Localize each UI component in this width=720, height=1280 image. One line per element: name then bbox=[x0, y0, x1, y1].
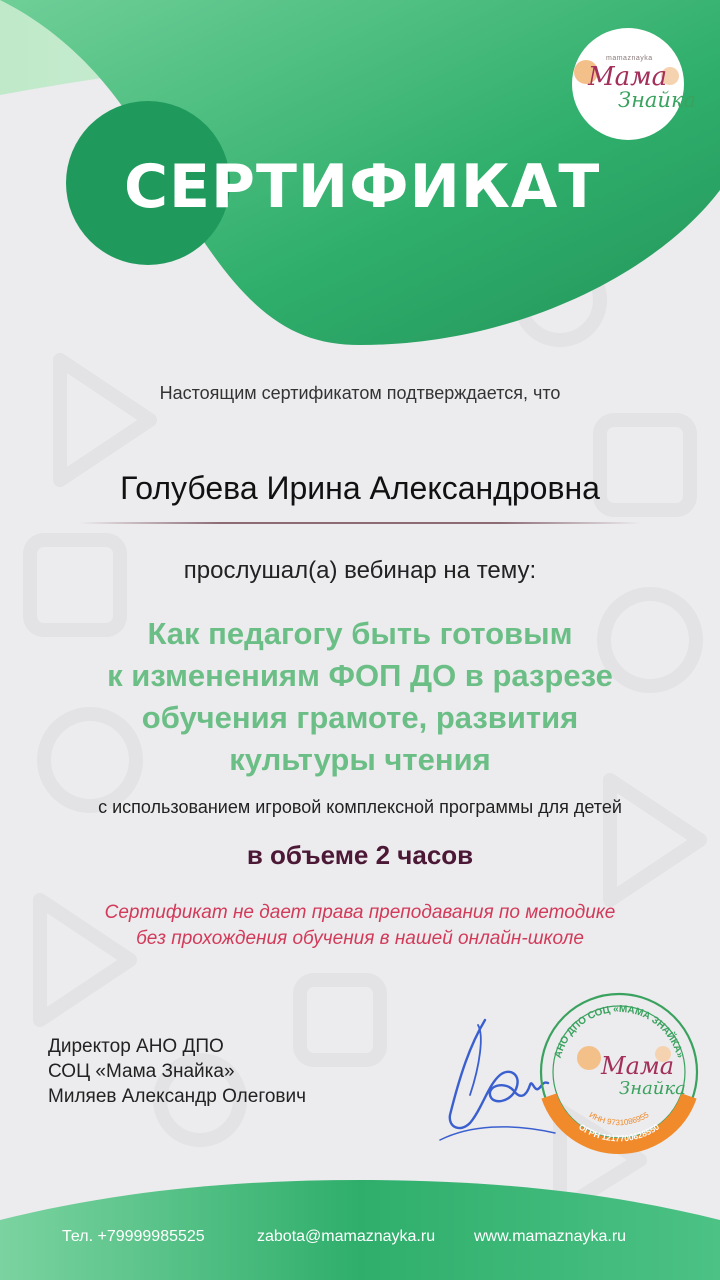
director-name: Миляев Александр Олегович bbox=[48, 1086, 307, 1107]
topic-line: к изменениям ФОП ДО в разрезе bbox=[107, 658, 613, 693]
confirm-text: Настоящим сертификатом подтверждается, что bbox=[159, 383, 561, 403]
webinar-topic bbox=[40, 613, 680, 781]
director-org: СОЦ «Мама Знайка» bbox=[48, 1061, 235, 1082]
footer-phone[interactable]: Тел. +79999985525 bbox=[62, 1228, 205, 1245]
svg-text:ИНН 9731086955 bbox=[588, 1110, 651, 1127]
disclaimer-line: Сертификат не дает права преподавания по методике bbox=[104, 902, 616, 923]
program-text: с использованием игровой комплексной программы для детей bbox=[98, 797, 622, 817]
volume-text: в объеме 2 часов bbox=[246, 840, 474, 870]
topic-line: обучения грамоте, развития bbox=[141, 700, 579, 735]
logo-mama-text: Мама bbox=[588, 62, 668, 92]
footer-email[interactable]: zabota@mamaznayka.ru bbox=[257, 1228, 436, 1245]
director-block bbox=[48, 1034, 306, 1109]
logo-small-text: mamaznayka bbox=[606, 55, 653, 62]
stamp-inn: ИНН 9731086955 bbox=[587, 1110, 651, 1128]
name-underline bbox=[80, 522, 640, 524]
logo-znaika-text: Знайка bbox=[618, 88, 697, 112]
footer-website[interactable]: www.mamaznayka.ru bbox=[474, 1228, 627, 1245]
stamp-ogrn: ОГРН 1217700628550 bbox=[577, 1121, 661, 1144]
official-stamp bbox=[535, 988, 703, 1156]
recipient-name: Голубева Ирина Александровна bbox=[120, 470, 600, 506]
topic-line: культуры чтения bbox=[229, 742, 491, 777]
listened-text: прослушал(а) вебинар на тему: bbox=[183, 557, 537, 584]
certificate-title: СЕРТИФИКАТ bbox=[124, 152, 601, 222]
stamp-top-arc: АНО ДПО СОЦ «МАМА ЗНАЙКА» bbox=[552, 1003, 686, 1060]
disclaimer-line: без прохождения обучения в нашей онлайн-школе bbox=[136, 928, 584, 949]
footer-contacts bbox=[0, 1228, 720, 1252]
stamp-mama: Мама bbox=[601, 1052, 675, 1080]
disclaimer bbox=[40, 900, 680, 952]
director-title: Директор АНО ДПО bbox=[48, 1036, 224, 1057]
stamp-znaika: Знайка bbox=[619, 1078, 686, 1099]
topic-line: Как педагогу быть готовым bbox=[147, 616, 573, 651]
